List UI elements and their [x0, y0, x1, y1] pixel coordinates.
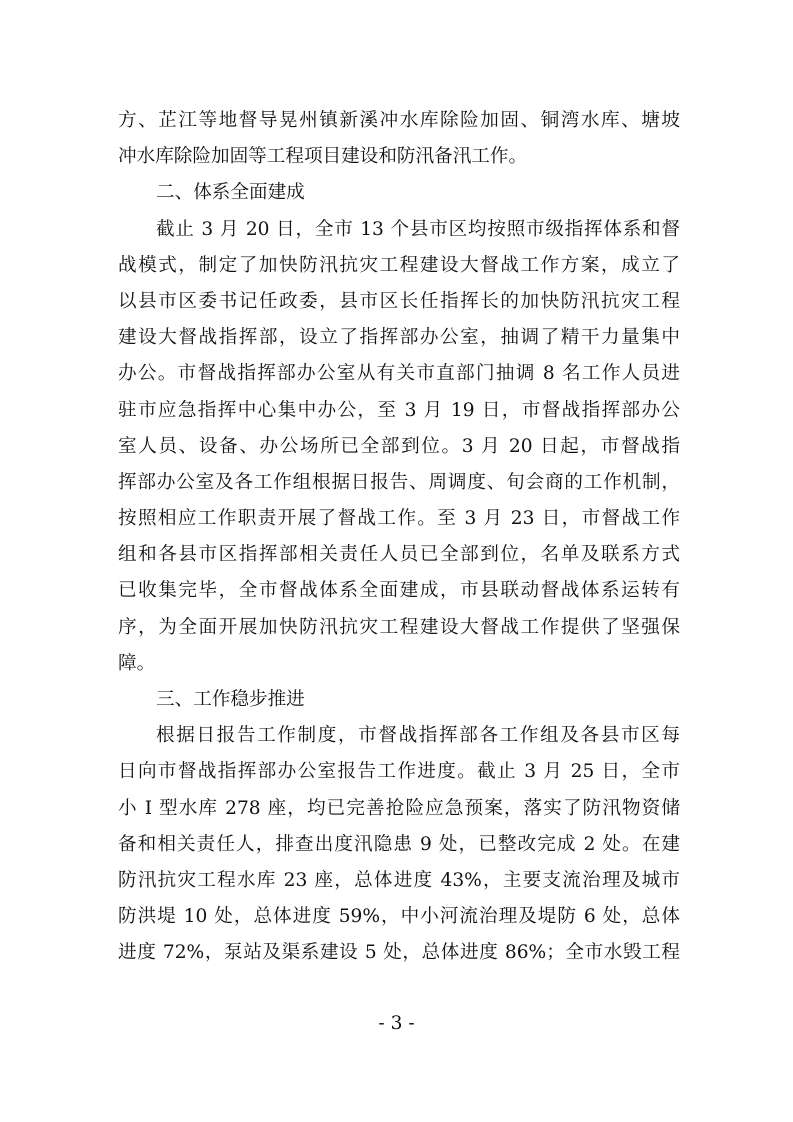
text-line: 建设大督战指挥部，设立了指挥部办公室，抽调了精干力量集中: [118, 327, 680, 349]
text-line: 小 I 型水库 278 座，均已完善抢险应急预案，落实了防汛物资储: [118, 797, 680, 819]
text-line: 截止 3 月 20 日，全市 13 个县市区均按照市级指挥体系和督: [156, 218, 680, 240]
text-line: 按照相应工作职责开展了督战工作。至 3 月 23 日，市督战工作: [118, 508, 680, 530]
text-line: 战模式，制定了加快防汛抗灾工程建设大督战工作方案，成立了: [118, 254, 680, 276]
text-line: 障。: [118, 652, 156, 674]
text-line: 办公。市督战指挥部办公室从有关市直部门抽调 8 名工作人员进: [118, 363, 680, 385]
body-text: [118, 103, 680, 972]
text-line: 冲水库除险加固等工程项目建设和防汛备汛工作。: [118, 146, 528, 168]
text-line: 防洪堤 10 处，总体进度 59%，中小河流治理及堤防 6 处，总体: [118, 906, 680, 928]
text-line: 备和相关责任人，排查出度汛隐患 9 处，已整改完成 2 处。在建: [118, 833, 680, 855]
text-line: 驻市应急指挥中心集中办公，至 3 月 19 日，市督战指挥部办公: [118, 399, 680, 421]
text-line: 方、芷江等地督导晃州镇新溪冲水库除险加固、铜湾水库、塘坡: [118, 110, 680, 131]
text-line: 防汛抗灾工程水库 23 座，总体进度 43%，主要支流治理及城市: [118, 869, 680, 891]
text-line: 组和各县市区指挥部相关责任人员已全部到位，名单及联系方式: [118, 544, 680, 566]
text-line: 以县市区委书记任政委，县市区长任指挥长的加快防汛抗灾工程: [118, 290, 680, 312]
text-line: 室人员、设备、办公场所已全部到位。3 月 20 日起，市督战指: [118, 435, 680, 457]
text-line: 挥部办公室及各工作组根据日报告、周调度、旬会商的工作机制，: [118, 471, 680, 493]
text-line: 序，为全面开展加快防汛抗灾工程建设大督战工作提供了坚强保: [118, 616, 680, 638]
page-number: - 3 -: [378, 1013, 415, 1034]
text-line: 根据日报告工作制度，市督战指挥部各工作组及各县市区每: [156, 725, 680, 747]
text-line: 日向市督战指挥部办公室报告工作进度。截止 3 月 25 日，全市: [118, 761, 680, 783]
text-line: 进度 72%，泵站及渠系建设 5 处，总体进度 86%；全市水毁工程: [118, 942, 680, 964]
text-line: 三、工作稳步推进: [156, 689, 305, 710]
text-line: 已收集完毕，全市督战体系全面建成，市县联动督战体系运转有: [118, 580, 680, 602]
text-line: 二、体系全面建成: [156, 182, 305, 204]
